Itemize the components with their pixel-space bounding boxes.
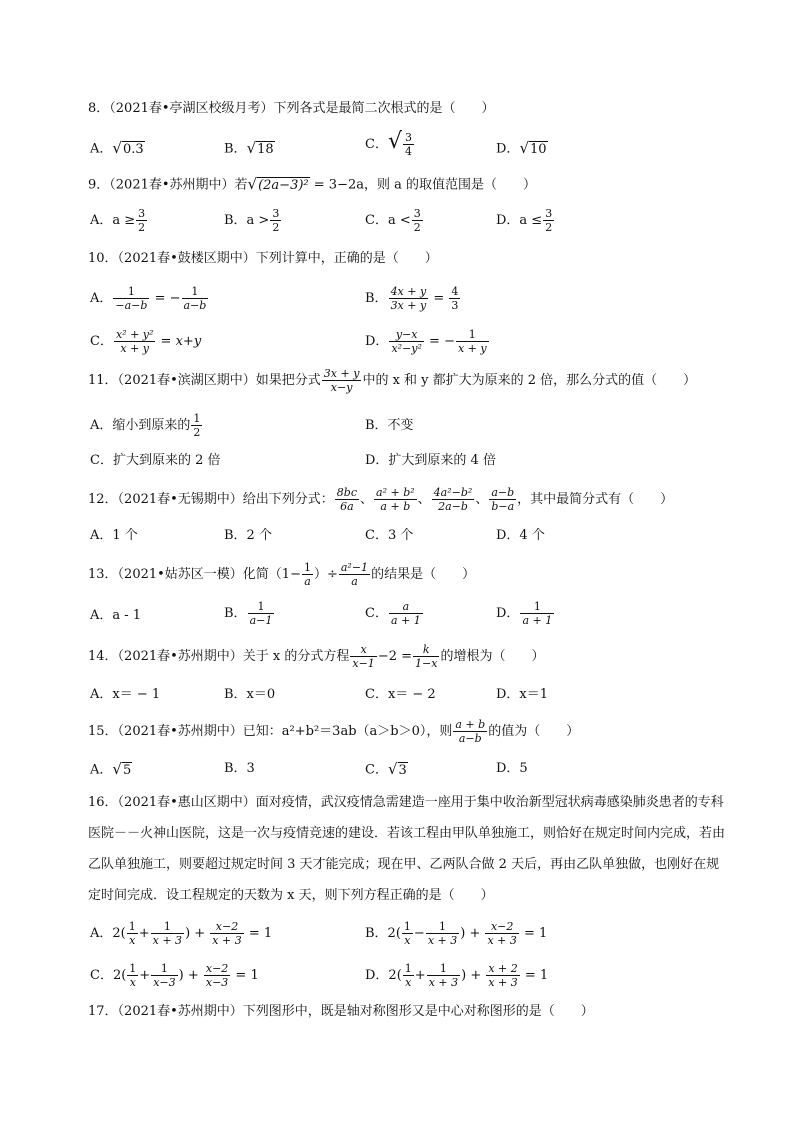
- question-15-stem: 15．（2021春•苏州期中）已知：a²+b²＝3ab（a＞b＞0），则 $\frac{a + b}{a-b}$ 的值为（ ）: [88, 718, 580, 745]
- question-13-stem: 13．（2021•姑苏区一模）化简（1− $\frac{1}{a}$ ）÷ $\frac{\text{a²−1}}{a}$ 的结果是（ ）: [88, 561, 476, 588]
- q12-option-c[interactable]: C．3 个: [365, 528, 414, 543]
- q15-option-c[interactable]: C．√3: [365, 760, 407, 778]
- q11-option-c[interactable]: C．扩大到原来的 2 倍: [90, 453, 221, 468]
- q15-option-d[interactable]: D．5: [496, 761, 528, 776]
- q11-option-d[interactable]: D．扩大到原来的 4 倍: [365, 453, 496, 468]
- question-11-stem: 11．（2021春•滨湖区期中）如果把分式 $\frac{3x + y}{x-y}$ 中的 x 和 y 都扩大为原来的 2 倍，那么分式的值（ ）: [88, 367, 697, 394]
- q9-option-d[interactable]: D．a ≤ $\frac{3}{2}$: [496, 207, 553, 234]
- q9-option-c[interactable]: C．a < $\frac{3}{2}$: [365, 207, 421, 234]
- question-17-stem: 17．（2021春•苏州期中）下列图形中，既是轴对称图形又是中心对称图形的是（ ）: [88, 1004, 594, 1019]
- q8-option-c[interactable]: C．√ $\frac{3}{4}$: [365, 129, 412, 158]
- q12-option-b[interactable]: B．2 个: [224, 528, 272, 543]
- q16-option-b[interactable]: B．2( $\frac{1}{x}$ − $\frac{1}{x + 3}$ ) + $\frac{x-2}{x + 3}$ = 1: [365, 920, 548, 947]
- q10-option-a[interactable]: A． $\frac{1}{-a-b}$ = − $\frac{1}{a-b}$: [90, 285, 207, 312]
- q14-option-b[interactable]: B．x＝0: [224, 687, 276, 702]
- question-10-stem: 10．（2021春•鼓楼区期中）下列计算中，正确的是（ ）: [88, 251, 438, 266]
- q8-option-a[interactable]: A．√0.3: [90, 139, 144, 157]
- q16-option-d[interactable]: D．2( $\frac{1}{x}$ + $\frac{1}{x + 3}$ ) + $\frac{x + 2}{x + 3}$ = 1: [365, 962, 549, 989]
- q13-option-c[interactable]: C． $\frac{a}{a + 1}$: [365, 600, 421, 627]
- q10-option-c[interactable]: C． $\frac{\text{x² + y²}}{x + y}$ = x+y: [90, 328, 202, 355]
- q9-option-a[interactable]: A．a ≥ $\frac{3}{2}$: [90, 207, 146, 234]
- q12-option-d[interactable]: D．4 个: [496, 528, 545, 543]
- q12-option-a[interactable]: A．1 个: [90, 528, 138, 543]
- q8-option-b[interactable]: B．√18: [224, 139, 274, 157]
- q13-option-b[interactable]: B． $\frac{1}{a-1}$: [224, 600, 273, 627]
- question-9-stem: 9．（2021春•苏州期中）若√(2a−3)² = 3−2a，则 a 的取值范围是（ ）: [88, 175, 536, 193]
- question-14-stem: 14．（2021春•苏州期中）关于 x 的分式方程 $\frac{x}{x-1}$ −2 = $\frac{k}{1-x}$ 的增根为（ ）: [88, 643, 545, 670]
- q16-option-a[interactable]: A．2( $\frac{1}{x}$ + $\frac{1}{x + 3}$ ) + $\frac{x-2}{x + 3}$ = 1: [90, 920, 273, 947]
- q11-option-b[interactable]: B．不变: [365, 418, 414, 433]
- question-8-stem: 8．（2021春•亭湖区校级月考）下列各式是最简二次根式的是（ ）: [88, 101, 495, 116]
- q10-option-b[interactable]: B． $\frac{4x + y}{3x + y}$ = $\frac{4}{3}$: [365, 285, 459, 312]
- q11-option-a[interactable]: A．缩小到原来的 $\frac{1}{2}$: [90, 412, 201, 439]
- q13-option-d[interactable]: D． $\frac{1}{a + 1}$: [496, 600, 553, 627]
- q9-option-b[interactable]: B．a > $\frac{3}{2}$: [224, 207, 280, 234]
- q16-option-c[interactable]: C．2( $\frac{1}{x}$ + $\frac{1}{x-3}$ ) + $\frac{x-2}{x-3}$ = 1: [90, 962, 259, 989]
- q15-option-b[interactable]: B．3: [224, 761, 255, 776]
- question-12-stem: 12．（2021春•无锡期中）给出下列分式： $\frac{8bc}{6a}$ 、 $\frac{\text{a² + b²}}{a + b}$ 、 $\frac{\text{4a²−b²}}{2a-b}$ 、 $\frac{a-b}{b-a}$ ，其中最简分式有（ ）: [88, 486, 674, 513]
- question-16-stem: 16．（2021春•惠山区期中）面对疫情，武汉疫情急需建造一座用于集中收治新型冠状病毒感染肺炎患者的专科医院－－火神山医院，这是一次与疫情竞速的建设．若该工程由甲队单独施工，则恰好在规定时间内完成，若由乙队单独施工，则要超过规定时间 3 天才能完成；现在甲、乙两队合做 2 天后，再由乙队单独做，也刚好在规定时间完成．设工程规定的天数为 x 天，则下列方程正确的是（ ）: [88, 795, 726, 903]
- q14-option-c[interactable]: C．x＝ − 2: [365, 687, 436, 702]
- q8-option-d[interactable]: D．√10: [496, 139, 547, 157]
- q13-option-a[interactable]: A．a - 1: [90, 608, 142, 623]
- q14-option-a[interactable]: A．x＝ − 1: [90, 687, 161, 702]
- q14-option-d[interactable]: D．x＝1: [496, 687, 549, 702]
- q10-option-d[interactable]: D． $\frac{y-x}{\text{x²−y²}}$ = − $\frac{1}{x + y}$: [365, 328, 487, 355]
- q15-option-a[interactable]: A．√5: [90, 760, 132, 778]
